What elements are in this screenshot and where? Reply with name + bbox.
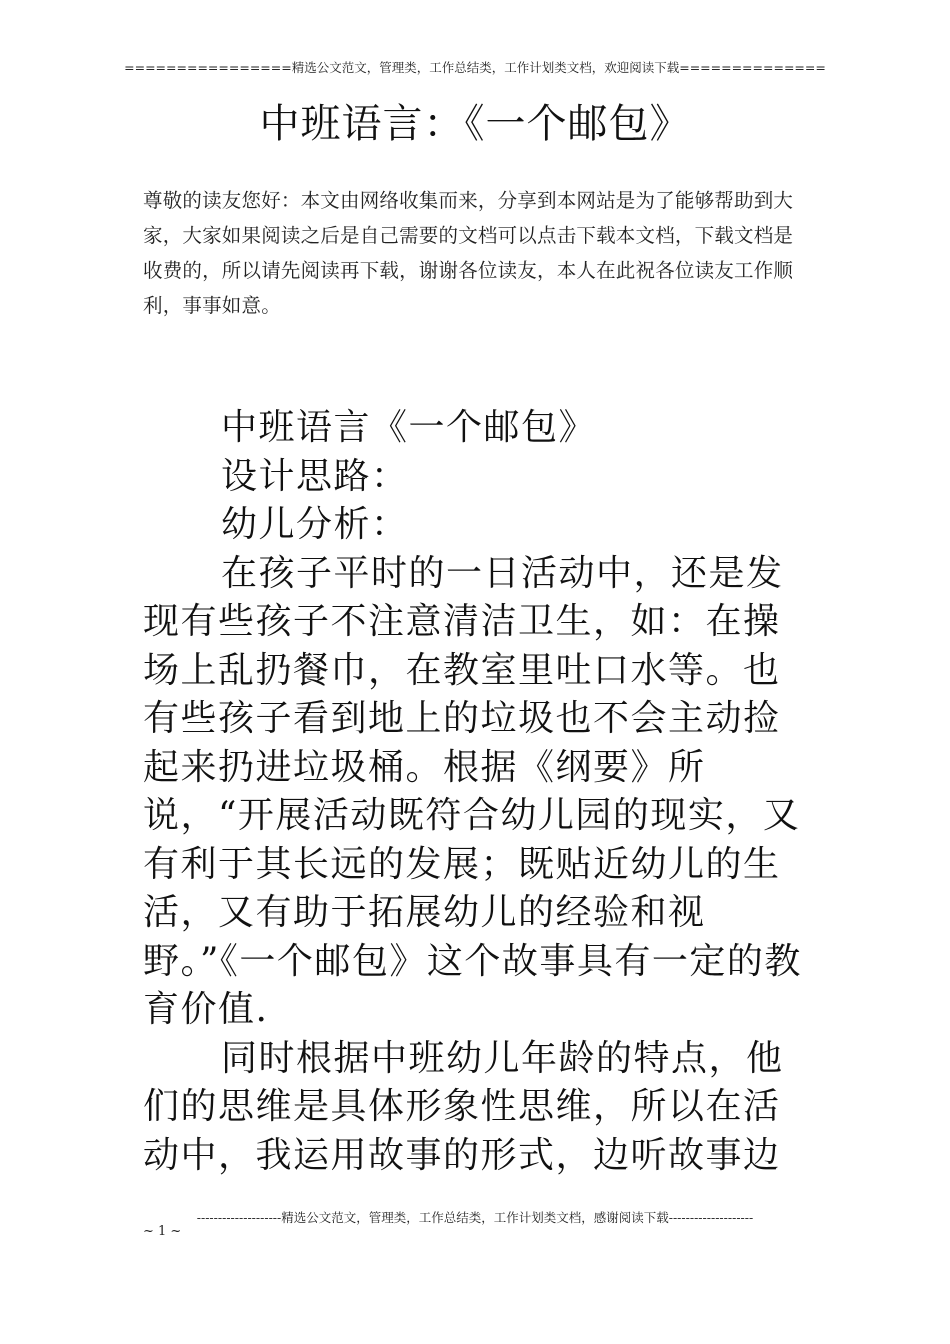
section-heading: 设计思路： <box>221 455 409 497</box>
body-paragraph: 在孩子平时的一日活动中，还是发现有些孩子不注意清洁卫生，如：在操场上乱扔餐巾，在教室里吐口水等。也有些孩子看到地上的垃圾也不会主动捡起来扔进垃圾桶。根据《纲要》所说，“开展活动既符合幼儿园的现实，又有利于其长远的发展；既贴近幼儿的生活，又有助于拓展幼儿的经验和视野。”《一个邮包》这个故事具有一定的教育价值. <box>143 552 802 1030</box>
section-heading: 中班语言《一个邮包》 <box>221 407 597 448</box>
header-banner: ================精选公文范文，管理类，工作总结类，工作计划类文档，欢迎阅读下载============== <box>124 60 826 75</box>
body-paragraph: 同时根据中班幼儿年龄的特点，他们的思维是具体形象性思维，所以在活动中，我运用故事的形式，边听故事边 <box>143 1037 784 1176</box>
reader-note: 尊敬的读友您好：本文由网络收集而来，分享到本网站是为了能够帮助到大家，大家如果阅读之后是自己需要的文档可以点击下载本文档，下载文档是收费的，所以请先阅读再下载，谢谢各位读友，本人在此祝各位读友工作顺利，事事如意。 <box>143 189 794 317</box>
section-heading: 幼儿分析： <box>221 504 409 545</box>
footer-banner: --------------------精选公文范文，管理类，工作总结类，工作计划类文档，感谢阅读下载-------------------- <box>196 1210 754 1225</box>
document-body <box>143 404 808 1180</box>
page-number: ~ 1 ~ <box>143 1224 182 1239</box>
document-title: 中班语言：《一个邮包》 <box>259 101 691 147</box>
